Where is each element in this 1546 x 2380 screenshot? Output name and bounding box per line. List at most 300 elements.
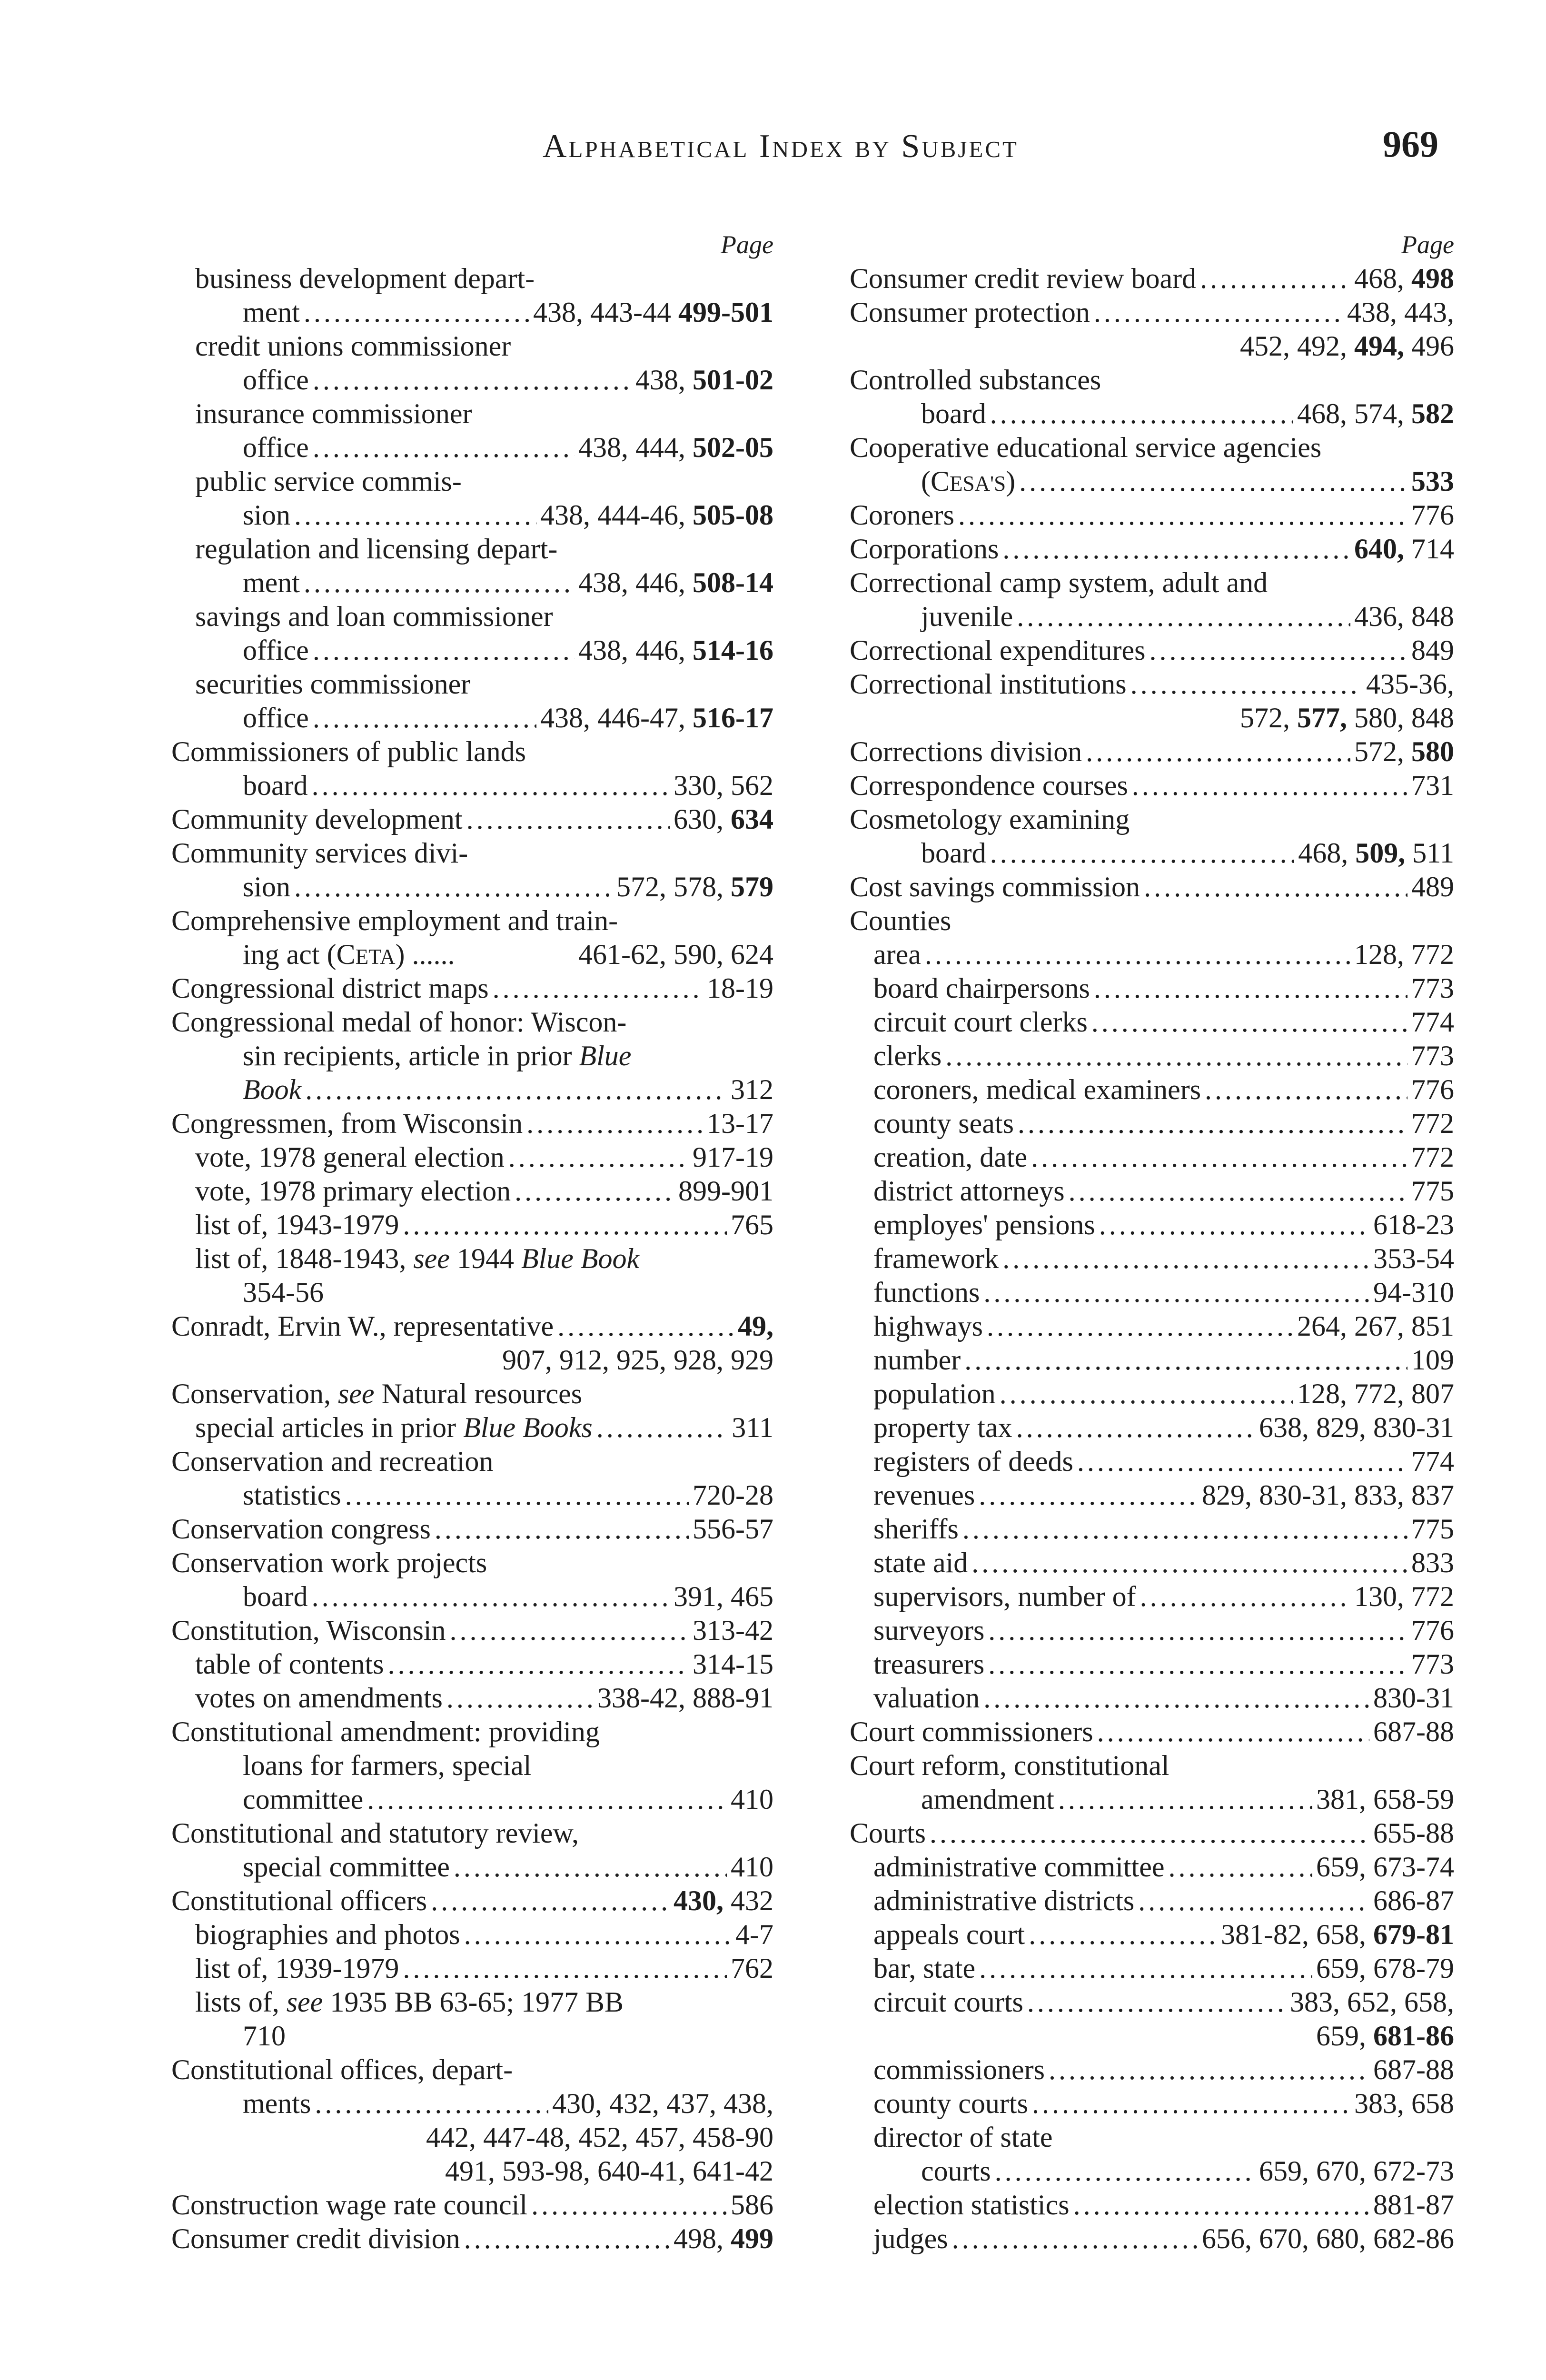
dot-leader (1073, 2188, 1369, 2222)
entry-term: Conservation congress (171, 1513, 431, 1545)
index-entry: 354-56 (243, 1277, 324, 1308)
index-entry: Commissioners of public lands (171, 736, 526, 767)
entry-pages: 391, 465 (674, 1581, 773, 1612)
dot-leader (313, 701, 536, 735)
entry-term: functions (873, 1277, 980, 1308)
index-entry (171, 1107, 773, 1140)
index-entry (171, 1580, 773, 1614)
entry-pages: 13-17 (707, 1108, 773, 1139)
entry-term: ment (243, 297, 300, 328)
dot-leader (454, 1850, 727, 1884)
index-entry (171, 1512, 773, 1546)
dot-leader (1086, 735, 1350, 769)
index-entry: Constitutional amendment: providing (171, 1716, 600, 1747)
entry-pages: 430, 432, 437, 438, (552, 2088, 773, 2119)
entry-pages: 829, 830-31, 833, 837 (1202, 1479, 1454, 1511)
entry-term: administrative districts (873, 1885, 1135, 1916)
index-entry: 710 (243, 2020, 286, 2052)
entry-pages: 438, 501-02 (635, 364, 773, 396)
index-entry (850, 1850, 1454, 1884)
entry-term: circuit court clerks (873, 1006, 1088, 1038)
entry-term: office (243, 702, 309, 734)
entry-pages: 438, 446, 514-16 (578, 635, 773, 666)
entry-term: county seats (873, 1108, 1014, 1139)
entry-term: population (873, 1378, 996, 1409)
entry-term: juvenile (921, 601, 1013, 632)
entry-term: clerks (873, 1040, 942, 1071)
dot-leader (1094, 296, 1343, 329)
dot-leader (1016, 1411, 1255, 1445)
index-entry (171, 1918, 773, 1952)
index-entry (171, 2188, 773, 2222)
index-entry (850, 2087, 1454, 2121)
dot-leader (315, 2087, 548, 2121)
entry-term: vote, 1978 general election (195, 1141, 505, 1173)
dot-leader (1069, 1174, 1407, 1208)
index-entry (850, 262, 1454, 296)
entry-term: property tax (873, 1412, 1012, 1443)
index-entry (171, 2222, 773, 2256)
entry-pages: 556-57 (693, 1513, 773, 1545)
entry-term: office (243, 432, 309, 463)
dot-leader (1049, 2053, 1369, 2087)
entry-term: table of contents (195, 1648, 384, 1680)
index-entry: Controlled substances (850, 364, 1101, 396)
index-entry (171, 1478, 773, 1512)
dot-leader (990, 836, 1295, 870)
dot-leader (493, 972, 703, 1005)
dot-leader (431, 1884, 670, 1918)
entry-pages: 731 (1411, 770, 1454, 801)
index-entry (850, 1073, 1454, 1107)
index-entry (850, 1715, 1454, 1749)
entry-pages: 435-36, (1366, 668, 1454, 700)
entry-term: votes on amendments (195, 1682, 443, 1714)
index-entry (850, 1140, 1454, 1174)
dot-leader (930, 1816, 1369, 1850)
index-entry: regulation and licensing depart- (195, 533, 558, 565)
right-entries (850, 262, 1454, 2256)
entry-term: supervisors, number of (873, 1581, 1136, 1612)
entry-pages: 4-7 (735, 1919, 773, 1950)
entry-pages: 833 (1411, 1547, 1454, 1578)
entry-term: special articles in prior Blue Books (195, 1412, 593, 1443)
entry-term: county courts (873, 2088, 1028, 2119)
dot-leader (294, 870, 613, 904)
entry-term: Constitution, Wisconsin (171, 1615, 446, 1646)
entry-term: state aid (873, 1547, 968, 1578)
dot-leader (979, 1478, 1198, 1512)
entry-term: Conradt, Ervin W., representative (171, 1310, 554, 1342)
dot-leader (1032, 2087, 1350, 2121)
entry-term: highways (873, 1310, 983, 1342)
index-entry (850, 1512, 1454, 1546)
entry-term: Corporations (850, 533, 999, 565)
index-entry (850, 1478, 1454, 1512)
index-entry (850, 735, 1454, 769)
index-entry: Constitutional and statutory review, (171, 1817, 579, 1849)
entry-term: registers of deeds (873, 1446, 1073, 1477)
entry-pages: 772 (1411, 1141, 1454, 1173)
index-entry (171, 1073, 773, 1107)
index-entry: Conservation and recreation (171, 1446, 494, 1477)
entry-term: Courts (850, 1817, 926, 1849)
dot-leader (1168, 1850, 1312, 1884)
index-entry (850, 1985, 1454, 2019)
dot-leader (983, 1681, 1369, 1715)
index-entry (850, 1309, 1454, 1343)
index-entry: Cooperative educational service agencies (850, 432, 1322, 463)
entry-pages: 314-15 (693, 1648, 773, 1680)
dot-leader (995, 2154, 1255, 2188)
entry-term: Correctional institutions (850, 668, 1127, 700)
index-entry: Comprehensive employment and train- (171, 905, 618, 936)
dot-leader (464, 2222, 670, 2256)
entry-pages: 618-23 (1373, 1209, 1454, 1240)
entry-pages: 338-42, 888-91 (597, 1682, 773, 1714)
index-entry (850, 972, 1454, 1005)
entry-term: Coroners (850, 499, 954, 531)
index-entry: Court reform, constitutional (850, 1750, 1169, 1781)
entry-pages: 410 (731, 1851, 773, 1883)
dot-leader (313, 431, 575, 465)
index-entry (171, 2087, 773, 2121)
dot-leader (1018, 1107, 1407, 1140)
dot-leader (508, 1140, 689, 1174)
entry-pages: 686-87 (1373, 1885, 1454, 1916)
index-entry (850, 465, 1454, 498)
dot-leader (367, 1783, 727, 1816)
index-entry (171, 1647, 773, 1681)
entry-pages: 899-901 (678, 1175, 773, 1207)
index-entry (171, 1850, 773, 1884)
entry-term: Court commissioners (850, 1716, 1093, 1747)
entry-pages: 128, 772, 807 (1297, 1378, 1454, 1409)
index-entry (850, 1445, 1454, 1478)
entry-pages: 438, 446-47, 516-17 (540, 702, 773, 734)
entry-pages: 762 (731, 1953, 773, 1984)
entry-pages: 489 (1411, 871, 1454, 902)
dot-leader (1205, 1073, 1407, 1107)
entry-term: statistics (243, 1479, 341, 1511)
index-entry (850, 1546, 1454, 1580)
index-entry: Community services divi- (171, 837, 468, 869)
entry-term: circuit courts (873, 1986, 1023, 2018)
entry-term: district attorneys (873, 1175, 1065, 1207)
entry-term: Construction wage rate council (171, 2189, 528, 2221)
entry-term: ment (243, 567, 300, 598)
entry-pages: 775 (1411, 1513, 1454, 1545)
entry-pages: 461-62, 590, 624 (578, 939, 773, 970)
entry-pages: 572, 578, 579 (616, 871, 773, 902)
dot-leader (952, 2222, 1198, 2256)
dot-leader (345, 1478, 689, 1512)
entry-pages: 312 (731, 1074, 773, 1105)
entry-pages: 383, 658 (1354, 2088, 1454, 2119)
index-entry (850, 1208, 1454, 1242)
index-entry: sin recipients, article in prior Blue (243, 1040, 632, 1071)
dot-leader (1000, 1377, 1293, 1411)
entry-term: Cost savings commission (850, 871, 1140, 902)
entry-pages: 381, 658-59 (1316, 1784, 1454, 1815)
index-entry (850, 938, 1454, 972)
right-column (850, 228, 1454, 2256)
entry-pages: 572, 580 (1354, 736, 1454, 767)
entry-term: Consumer protection (850, 297, 1090, 328)
dot-leader (1027, 1985, 1286, 2019)
entry-pages: 776 (1411, 1074, 1454, 1105)
entry-term: office (243, 635, 309, 666)
entry-term: employes' pensions (873, 1209, 1095, 1240)
index-entry: Counties (850, 905, 951, 936)
index-entry (850, 1005, 1454, 1039)
entry-term: commissioners (873, 2054, 1045, 2085)
index-entry (171, 1681, 773, 1715)
index-entry: 491, 593-98, 640-41, 641-42 (445, 2155, 773, 2187)
running-head: Alphabetical Index by Subject (543, 128, 1019, 165)
entry-term: sion (243, 499, 291, 531)
dot-leader (304, 566, 575, 600)
entry-pages: 468, 509, 511 (1298, 837, 1454, 869)
entry-pages: 438, 444-46, 505-08 (540, 499, 773, 531)
entry-term: valuation (873, 1682, 980, 1714)
dot-leader (1099, 1208, 1369, 1242)
dot-leader (1130, 667, 1362, 701)
index-entry (171, 803, 773, 836)
index-entry (171, 1884, 773, 1918)
index-entry (171, 1614, 773, 1647)
entry-pages: 655-88 (1373, 1817, 1454, 1849)
entry-pages: 264, 267, 851 (1297, 1310, 1454, 1342)
entry-term: ing act (CETA) ...... (243, 939, 455, 970)
index-entry (850, 498, 1454, 532)
entry-pages: 774 (1411, 1446, 1454, 1477)
dot-leader (925, 938, 1350, 972)
dot-leader (446, 1681, 594, 1715)
entry-term: vote, 1978 primary election (195, 1175, 511, 1207)
index-entry (171, 701, 773, 735)
index-entry (171, 498, 773, 532)
entry-term: office (243, 364, 309, 396)
entry-pages: 586 (731, 2189, 773, 2221)
dot-leader (1138, 1884, 1369, 1918)
entry-term: ments (243, 2088, 311, 2119)
entry-term: framework (873, 1243, 999, 1274)
index-entry (171, 769, 773, 803)
index-entry (171, 1309, 773, 1343)
entry-pages: 468, 574, 582 (1297, 398, 1454, 429)
entry-pages: 776 (1411, 1615, 1454, 1646)
left-column (171, 228, 773, 2256)
index-entry (850, 1580, 1454, 1614)
dot-leader (294, 498, 536, 532)
index-entry (850, 397, 1454, 431)
entry-pages: 881-87 (1373, 2189, 1454, 2221)
index-entry (850, 1918, 1454, 1952)
dot-leader (958, 498, 1407, 532)
dot-leader (971, 1546, 1407, 1580)
dot-leader (312, 1580, 670, 1614)
entry-term: Congressional district maps (171, 972, 489, 1004)
dot-leader (1077, 1445, 1407, 1478)
entry-term: biographies and photos (195, 1919, 460, 1950)
dot-leader (450, 1614, 689, 1647)
index-entry: Congressional medal of honor: Wiscon- (171, 1006, 627, 1038)
dot-leader (983, 1276, 1369, 1309)
index-entry: business development depart- (195, 263, 535, 294)
entry-term: coroners, medical examiners (873, 1074, 1201, 1105)
entry-pages: 130, 772 (1354, 1581, 1454, 1612)
entry-term: special committee (243, 1851, 450, 1883)
entry-pages: 659, 678-79 (1316, 1953, 1454, 1984)
dot-leader (313, 363, 632, 397)
entry-term: committee (243, 1784, 364, 1815)
dot-leader (557, 1309, 734, 1343)
dot-leader (464, 1918, 732, 1952)
dot-leader (515, 1174, 674, 1208)
entry-pages: 381-82, 658, 679-81 (1221, 1919, 1454, 1950)
index-entry (171, 1411, 773, 1445)
dot-leader (1097, 1715, 1369, 1749)
index-entry (171, 1140, 773, 1174)
entry-term: treasurers (873, 1648, 985, 1680)
index-entry: Conservation, see Natural resources (171, 1378, 583, 1409)
entry-term: Congressmen, from Wisconsin (171, 1108, 523, 1139)
entry-pages: 498, 499 (674, 2223, 773, 2254)
index-entry (850, 2053, 1454, 2087)
entry-pages: 533 (1411, 466, 1454, 497)
entry-term: election statistics (873, 2189, 1070, 2221)
entry-term: creation, date (873, 1141, 1028, 1173)
index-entry: public service commis- (195, 466, 462, 497)
dot-leader (1029, 1918, 1217, 1952)
index-entry (850, 600, 1454, 634)
entry-pages: 773 (1411, 972, 1454, 1004)
index-entry (171, 431, 773, 465)
entry-term: board (243, 1581, 308, 1612)
entry-pages: 438, 443, (1347, 297, 1454, 328)
index-entry: credit unions commissioner (195, 330, 511, 362)
index-entry (171, 870, 773, 904)
left-page-heading: Page (721, 230, 773, 259)
dot-leader (1017, 600, 1350, 634)
entry-term: board (243, 770, 308, 801)
dot-leader (435, 1512, 689, 1546)
entry-term: courts (921, 2155, 991, 2187)
entry-term: Book (243, 1074, 302, 1105)
dot-leader (1200, 262, 1350, 296)
dot-leader (988, 1614, 1407, 1647)
entry-pages: 630, 634 (674, 803, 773, 835)
entry-term: revenues (873, 1479, 975, 1511)
dot-leader (987, 1309, 1293, 1343)
entry-pages: 311 (732, 1412, 773, 1443)
entry-pages: 849 (1411, 635, 1454, 666)
entry-term: Consumer credit division (171, 2223, 460, 2254)
index-entry (171, 363, 773, 397)
dot-leader (526, 1107, 703, 1140)
entry-pages: 773 (1411, 1648, 1454, 1680)
index-entry (850, 1816, 1454, 1850)
entry-pages: 18-19 (707, 972, 773, 1004)
index-entry (850, 1884, 1454, 1918)
index-entry: insurance commissioner (195, 398, 472, 429)
entry-pages: 656, 670, 680, 682-86 (1202, 2223, 1454, 2254)
index-entry: Correctional camp system, adult and (850, 567, 1268, 598)
index-entry (171, 1952, 773, 1985)
index-entry (850, 1242, 1454, 1276)
index-entry (850, 1039, 1454, 1073)
entry-pages: 128, 772 (1354, 939, 1454, 970)
entry-term: board chairpersons (873, 972, 1090, 1004)
entry-term: bar, state (873, 1953, 976, 1984)
entry-pages: 430, 432 (674, 1885, 773, 1916)
dot-leader (313, 634, 575, 667)
index-entry: Constitutional offices, depart- (171, 2054, 513, 2085)
entry-pages: 49, (738, 1310, 773, 1342)
entry-pages: 438, 443-44 499-501 (533, 297, 773, 328)
dot-leader (1140, 1580, 1350, 1614)
index-entry (850, 1377, 1454, 1411)
index-entry (850, 2188, 1454, 2222)
index-entry (850, 1647, 1454, 1681)
entry-pages: 353-54 (1373, 1243, 1454, 1274)
entry-pages: 438, 444, 502-05 (578, 432, 773, 463)
entry-pages: 830-31 (1373, 1682, 1454, 1714)
entry-term: Constitutional officers (171, 1885, 427, 1916)
index-entry (850, 870, 1454, 904)
entry-term: appeals court (873, 1919, 1025, 1950)
dot-leader (1058, 1783, 1312, 1816)
entry-term: Corrections division (850, 736, 1082, 767)
index-entry (850, 1952, 1454, 1985)
entry-pages: 659, 673-74 (1316, 1851, 1454, 1883)
dot-leader (531, 2188, 727, 2222)
index-entry (850, 1343, 1454, 1377)
index-entry: loans for farmers, special (243, 1750, 532, 1781)
index-entry (171, 296, 773, 329)
entry-pages: 468, 498 (1354, 263, 1454, 294)
entry-pages: 687-88 (1373, 1716, 1454, 1747)
entry-pages: 410 (731, 1784, 773, 1815)
entry-term: Correspondence courses (850, 770, 1128, 801)
index-entry: 572, 577, 580, 848 (1240, 702, 1454, 734)
dot-leader (403, 1208, 727, 1242)
dot-leader (1002, 1242, 1369, 1276)
entry-pages: 438, 446, 508-14 (578, 567, 773, 598)
entry-pages: 917-19 (693, 1141, 773, 1173)
index-entry (171, 972, 773, 1005)
entry-term: board (921, 398, 986, 429)
index-entry (171, 1208, 773, 1242)
index-entry: list of, 1848-1943, see 1944 Blue Book (195, 1243, 640, 1274)
dot-leader (1031, 1140, 1407, 1174)
left-entries (171, 262, 773, 2256)
index-entry: savings and loan commissioner (195, 601, 553, 632)
dot-leader (1144, 870, 1407, 904)
entry-term: Correctional expenditures (850, 635, 1146, 666)
entry-pages: 109 (1411, 1344, 1454, 1376)
index-entry (171, 634, 773, 667)
index-entry: Cosmetology examining (850, 803, 1130, 835)
entry-pages: 640, 714 (1354, 533, 1454, 565)
index-entry: 907, 912, 925, 928, 929 (502, 1344, 773, 1376)
index-entry (850, 2222, 1454, 2256)
entry-term: amendment (921, 1784, 1054, 1815)
entry-term: surveyors (873, 1615, 985, 1646)
index-entry (850, 532, 1454, 566)
dot-leader (1002, 532, 1350, 566)
